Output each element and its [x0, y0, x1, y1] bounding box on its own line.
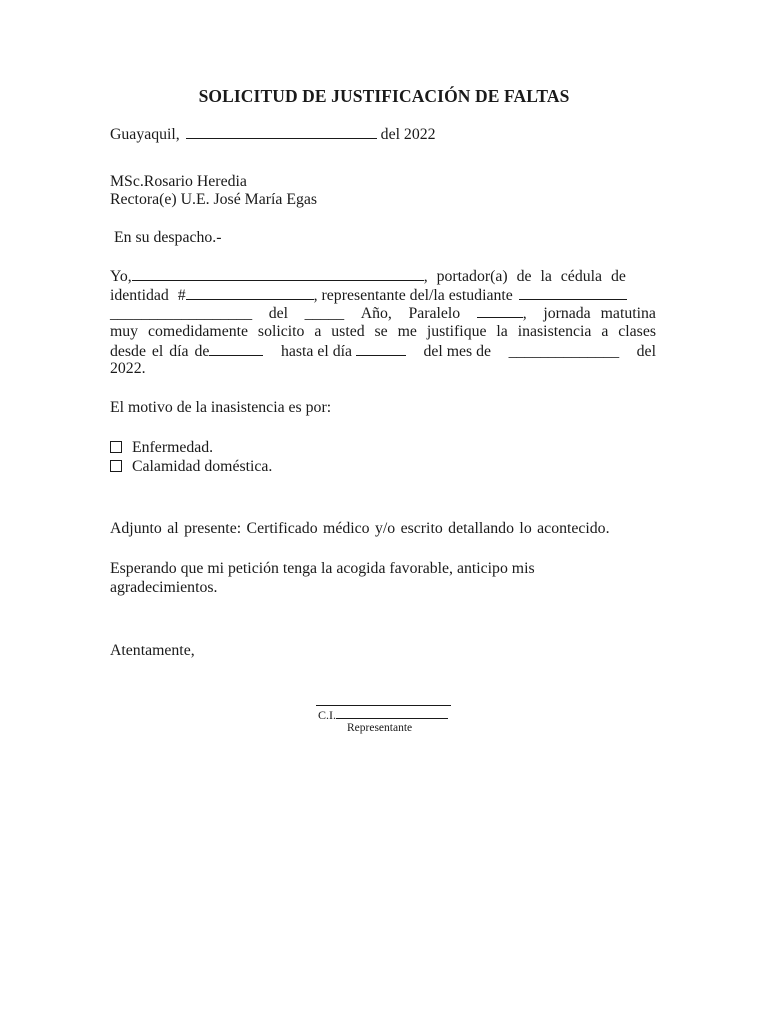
checkbox-icon[interactable]: [110, 441, 122, 453]
body-representante: , representante del/la estudiante: [313, 287, 513, 304]
date-suffix: del 2022: [380, 126, 436, 143]
desde-blank: [209, 341, 263, 356]
body-jornada: jornada matutina: [543, 305, 656, 322]
body-del: del: [268, 305, 289, 322]
signature-line: [316, 705, 451, 706]
checkbox-icon[interactable]: [110, 460, 122, 472]
option-label: Enfermedad.: [132, 439, 214, 456]
id-blank: [186, 285, 314, 300]
student-blank: [519, 285, 627, 300]
date-line: [110, 124, 436, 144]
ci-blank: [336, 707, 448, 719]
body-anio: Año,: [360, 305, 392, 322]
signature-role: Representante: [347, 722, 413, 734]
date-prefix: Guayaquil,: [110, 126, 180, 143]
greeting: En su despacho.-: [114, 229, 222, 246]
body-line-2: [110, 285, 627, 305]
option-calamidad[interactable]: [110, 457, 272, 476]
body-identidad: identidad #: [110, 287, 186, 304]
body-line-6: 2022.: [110, 360, 146, 377]
hasta-blank: [356, 341, 406, 356]
body-line-5: [110, 341, 656, 361]
option-label: Calamidad doméstica.: [132, 458, 273, 475]
body-portador: , portador(a) de la cédula de: [423, 268, 626, 285]
body-yo: Yo,: [110, 268, 132, 285]
recipient-name: MSc.Rosario Heredia: [110, 173, 247, 190]
reason-intro: El motivo de la inasistencia es por:: [110, 399, 332, 416]
body-underscores-mes: ______________: [508, 343, 620, 360]
body-mes: del mes de: [423, 343, 492, 360]
body-underscores-a: __________________: [110, 305, 253, 322]
name-blank: [132, 266, 424, 281]
body-line-3: [110, 303, 656, 323]
body-paralelo: Paralelo: [408, 305, 461, 322]
body-line-1: [110, 266, 626, 286]
ci-line: [318, 707, 448, 722]
body-desde: desde el día de: [110, 343, 210, 360]
ci-label: C.I.: [318, 708, 336, 722]
body-comma: ,: [522, 305, 527, 322]
body-del-2: del: [636, 343, 656, 360]
desde-group: [110, 341, 263, 361]
body-underscores-b: _____: [304, 305, 345, 322]
hasta-group: [281, 341, 406, 361]
paralelo-blank: [477, 303, 523, 318]
recipient-role: Rectora(e) U.E. José María Egas: [110, 191, 318, 208]
paralelo-group: [477, 303, 527, 323]
attachment-text: Adjunto al presente: Certificado médico y/o escrito detallando lo acontecido.: [110, 520, 610, 537]
option-enfermedad[interactable]: [110, 438, 213, 457]
closing-line-1: Esperando que mi petición tenga la acogida favorable, anticipo mis: [110, 560, 535, 577]
date-blank: [186, 124, 377, 139]
body-hasta: hasta el día: [280, 343, 353, 360]
document-title: SOLICITUD DE JUSTIFICACIÓN DE FALTAS: [198, 86, 570, 106]
farewell: Atentamente,: [110, 642, 195, 659]
body-line-4: muy comedidamente solicito a usted se me justifique la inasistencia a clases: [110, 323, 656, 340]
closing-line-2: agradecimientos.: [110, 579, 218, 596]
